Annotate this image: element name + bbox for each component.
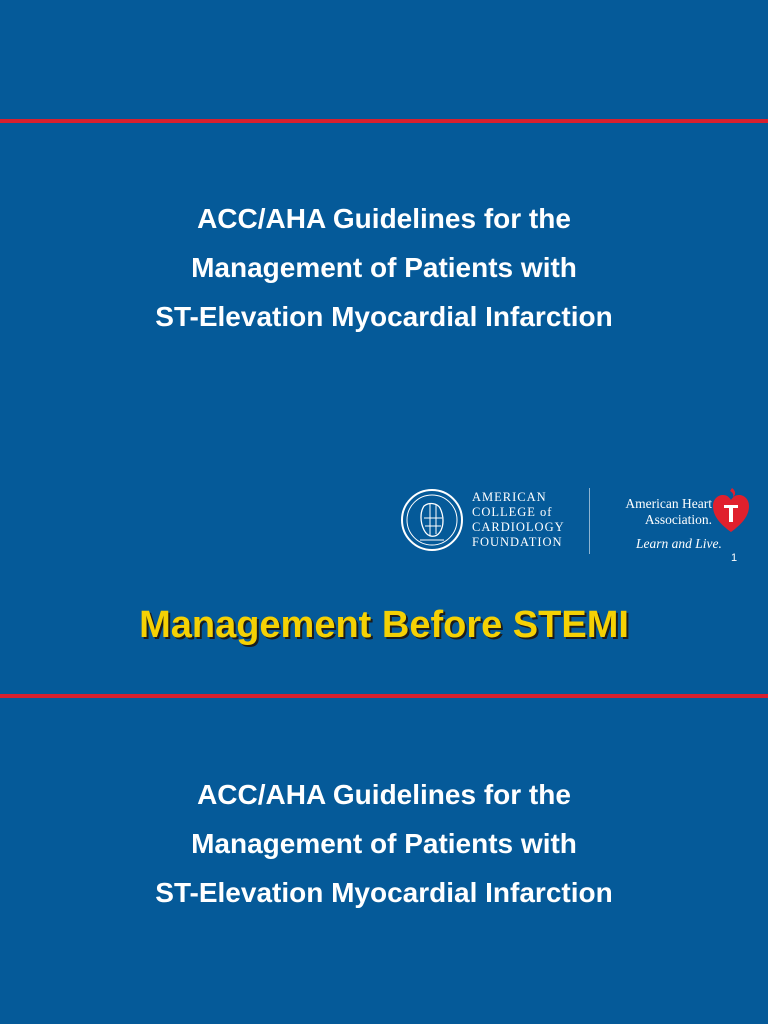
title-line-3: ST-Elevation Myocardial Infarction [155, 877, 613, 908]
slide-2 [0, 576, 768, 1024]
slide-2-title [0, 770, 768, 917]
sponsor-logos [400, 484, 760, 560]
slide-2-red-rule [0, 694, 768, 698]
acc-line-1: AMERICAN [472, 490, 547, 504]
title-line-2: Management of Patients with [191, 828, 577, 859]
slide-1-title [0, 194, 768, 341]
acc-line-4: FOUNDATION [472, 535, 563, 549]
acc-logo-text [472, 490, 565, 550]
slide-number: 1 [730, 552, 738, 564]
title-line-3: ST-Elevation Myocardial Infarction [155, 301, 613, 332]
top-red-rule [0, 119, 768, 123]
aha-logo-name [600, 496, 712, 528]
section-heading: Management Before STEMI [139, 604, 629, 646]
aha-name-line-2: Association. [644, 512, 712, 527]
aha-tagline: Learn and Live. [636, 536, 722, 551]
acc-seal-icon [400, 488, 464, 552]
title-line-1: ACC/AHA Guidelines for the [197, 779, 571, 810]
title-line-2: Management of Patients with [191, 252, 577, 283]
acc-line-3: CARDIOLOGY [472, 520, 565, 534]
logo-divider [589, 488, 590, 554]
title-line-1: ACC/AHA Guidelines for the [197, 203, 571, 234]
acc-line-2: COLLEGE of [472, 505, 553, 519]
aha-name-line-1: American Heart [625, 496, 712, 511]
aha-heart-torch-icon [710, 486, 752, 536]
